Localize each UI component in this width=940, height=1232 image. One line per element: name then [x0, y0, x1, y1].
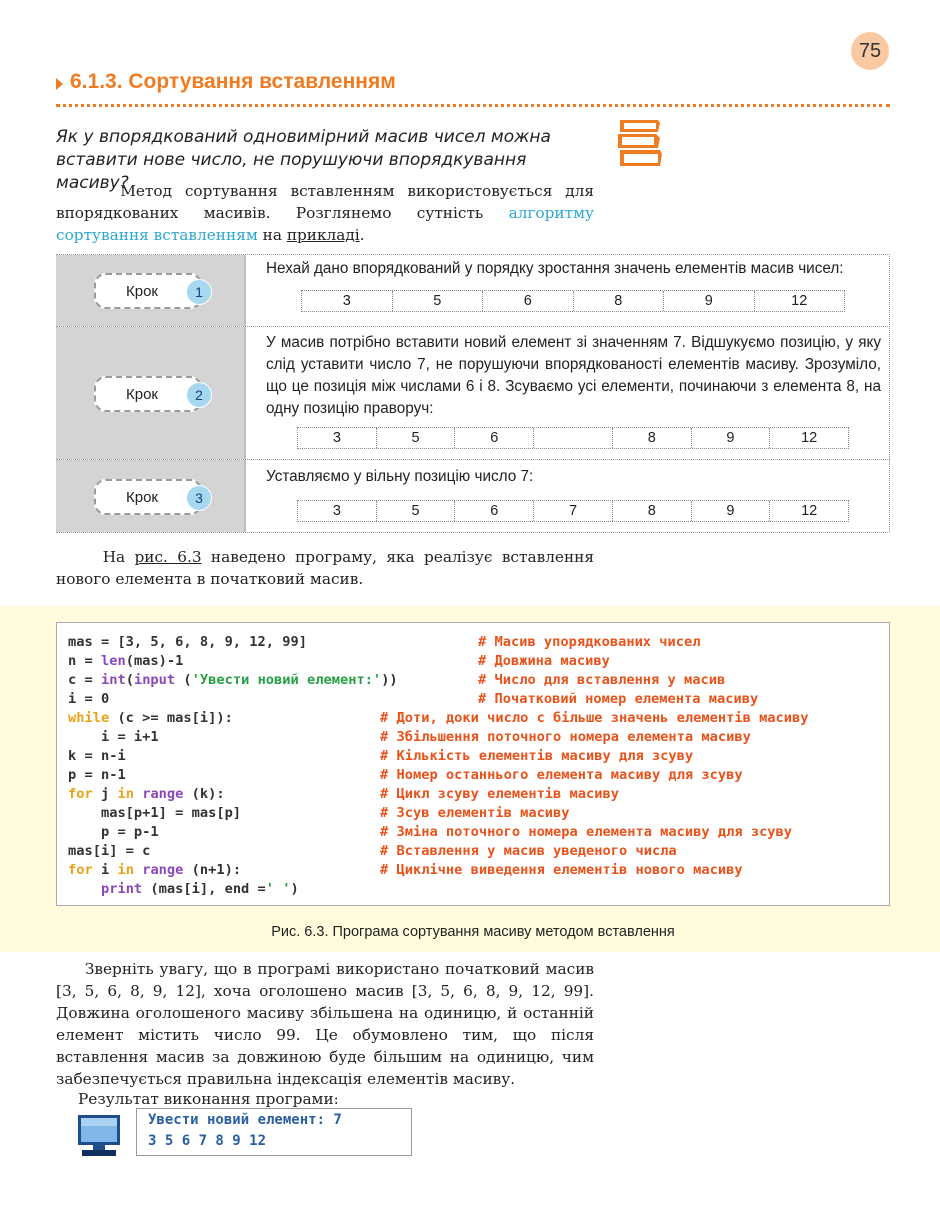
notice-text: Зверніть увагу, що в програмі використано початковий масив [3, 5, 6, 8, 9, 12], хоча оголошено масив [3, 5, 6, 8, 9, 12, 99]. Довжина оголошеного масиву збільшена на одиницю, й останній елемент містить число 99. Це обумовлено тим, що після вставлення масив за довжиною буде більшим на одиницю, чим забезпечується правильна індексація елементів масиву.	[56, 960, 594, 1088]
array-cell: 9	[692, 501, 771, 521]
figure-caption: Рис. 6.3. Програма сортування масиву методом вставлення	[271, 924, 675, 940]
code-token: int	[100, 672, 126, 688]
code-comment: # Масив упорядкованих чисел	[478, 634, 701, 650]
code-comment: # Номер останнього елемента масиву для зсуву	[380, 767, 743, 783]
code-token: i = 0	[68, 691, 110, 707]
array-cell: 8	[613, 428, 692, 448]
code-token: mas[i] = c	[68, 843, 151, 859]
array-cell: 12	[801, 503, 818, 519]
code-comment: # Циклічне виведення елементів нового масиву	[380, 862, 743, 878]
code-token: i = i+1	[68, 729, 159, 745]
code-token: )	[290, 881, 299, 897]
array-cell: 3	[298, 428, 377, 448]
code-token: for	[68, 786, 93, 802]
code-token: print	[100, 881, 143, 897]
code-token	[68, 881, 101, 897]
program-intro-paragraph	[56, 546, 594, 590]
section-divider	[56, 104, 890, 107]
code-token: p = n-1	[68, 767, 126, 783]
code-comment: # Доти, доки число c більше значень елементів масиву	[380, 710, 809, 726]
section-title: 6.1.3. Сортування вставленням	[70, 70, 396, 93]
array-cell: 7	[534, 501, 613, 521]
code-comment: # Зсув елементів масиву	[380, 805, 570, 821]
array-cell: 6	[455, 501, 534, 521]
array-cell: 3	[302, 291, 393, 311]
step-3-text: Уставляємо у вільну позицію число 7:	[266, 468, 534, 485]
code-line	[68, 861, 241, 880]
step-3-number: 3	[186, 485, 212, 511]
code-line	[68, 671, 398, 690]
code-token	[134, 862, 142, 878]
code-token: i	[92, 862, 118, 878]
code-line	[68, 880, 299, 899]
step-3-array	[297, 500, 849, 522]
code-token: len	[100, 653, 126, 669]
code-comment: # Довжина масиву	[478, 653, 610, 669]
step-2-array	[297, 427, 849, 449]
array-cell: 5	[393, 291, 484, 311]
array-cell: 6	[455, 428, 534, 448]
code-comment: # Збільшення поточного номера елемента масиву	[380, 729, 751, 745]
code-token: (mas[i], end =	[142, 881, 266, 897]
intro-paragraph	[56, 180, 594, 246]
output-line-1: Увести новий елемент: 7	[148, 1112, 342, 1128]
array-cell: 8	[574, 291, 665, 311]
algorithm-link[interactable]: алгоритму сортування вставленням	[56, 204, 594, 244]
array-cell: 8	[613, 501, 692, 521]
program-intro-text: На	[102, 548, 135, 566]
step-1-text: Нехай дано впорядкований у порядку зростання значень елементів масив чисел:	[266, 260, 844, 277]
code-token: range	[142, 786, 184, 802]
code-comment: # Кількість елементів масиву для зсуву	[380, 748, 694, 764]
example-link[interactable]: прикладі	[286, 226, 360, 244]
code-token: 'Увести новий елемент:'	[191, 672, 382, 688]
array-cell: 5	[377, 501, 456, 521]
array-cell: 5	[377, 428, 456, 448]
output-line-2: 3 5 6 7 8 9 12	[148, 1133, 267, 1149]
step-divider	[56, 326, 890, 327]
code-token: c =	[68, 672, 101, 688]
array-cell	[534, 428, 613, 448]
intro-text: .	[359, 226, 365, 244]
code-line	[68, 652, 183, 671]
question-text: Як у впорядкований одновимірний масив чисел можна вставити нове число, не порушуючи впорядкування масиву?	[56, 127, 551, 193]
code-line	[68, 728, 159, 747]
code-token: ' '	[265, 881, 291, 897]
code-token: n =	[68, 653, 101, 669]
code-line	[68, 785, 225, 804]
step-2-number: 2	[186, 382, 212, 408]
code-token: mas[p+1] = mas[p]	[68, 805, 242, 821]
section-arrow-icon	[56, 78, 63, 90]
code-token: (	[125, 672, 134, 688]
step-label-text: Крок	[126, 385, 158, 403]
notice-paragraph	[56, 958, 594, 1090]
array-cell: 3	[298, 501, 377, 521]
code-token: (n+1):	[183, 862, 242, 878]
program-intro-text: наведено програму, яка реалізує вставлення нового елемента в початковий масив.	[56, 548, 595, 588]
array-cell: 12	[791, 293, 808, 309]
code-comment: # Цикл зсуву елементів масиву	[380, 786, 619, 802]
code-token: in	[117, 862, 134, 878]
step-divider	[56, 459, 890, 460]
code-token: j	[92, 786, 118, 802]
books-icon	[614, 118, 666, 168]
figure-link[interactable]: рис. 6.3	[134, 548, 202, 566]
code-token: in	[117, 786, 134, 802]
code-line	[68, 747, 126, 766]
code-comment: # Зміна поточного номера елемента масиву для зсуву	[380, 824, 793, 840]
code-line	[68, 804, 241, 823]
code-token: ))	[381, 672, 398, 688]
code-line	[68, 690, 109, 709]
code-line	[68, 823, 159, 842]
code-token: p = p-1	[68, 824, 159, 840]
step-label-text: Крок	[126, 282, 158, 300]
array-cell: 6	[483, 291, 574, 311]
result-label: Результат виконання програми:	[78, 1090, 339, 1108]
code-token	[134, 786, 142, 802]
code-token: (c >= mas[i]):	[109, 710, 233, 726]
step-1-array	[301, 290, 845, 312]
code-line	[68, 633, 307, 652]
code-line	[68, 766, 126, 785]
monitor-icon	[76, 1112, 122, 1158]
code-token: (mas)-1	[125, 653, 184, 669]
array-cell: 12	[801, 430, 818, 446]
code-comment: # Число для вставлення у масив	[478, 672, 726, 688]
code-token: range	[142, 862, 184, 878]
intro-text: Метод сортування вставленням використовується для впорядкованих масивів. Розглянемо сутність	[56, 182, 595, 222]
code-comment: # Початковий номер елемента масиву	[478, 691, 759, 707]
step-2-text: У масив потрібно вставити новий елемент зі значенням 7. Відшукуємо позицію, у яку слід уставити число 7, не порушуючи впорядкованості елементів масиву. Зрозуміло, що це позиція між числами 6 і 8. Зсуваємо усі елементи, починаючи з елемента 8, на одну позицію праворуч:	[266, 334, 881, 417]
code-token: while	[68, 710, 110, 726]
code-line	[68, 709, 233, 728]
code-token: k = n-i	[68, 748, 126, 764]
intro-text: на	[257, 226, 287, 244]
code-token: (	[175, 672, 192, 688]
code-token: mas = [3, 5, 6, 8, 9, 12, 99]	[68, 634, 307, 650]
code-comment: # Вставлення у масив уведеного числа	[380, 843, 677, 859]
step-label-text: Крок	[126, 488, 158, 506]
step-1-number: 1	[186, 279, 212, 305]
code-token: (k):	[183, 786, 225, 802]
array-cell: 9	[692, 428, 771, 448]
code-token: input	[133, 672, 176, 688]
array-cell: 9	[664, 291, 755, 311]
code-token: for	[68, 862, 93, 878]
code-line	[68, 842, 150, 861]
page-number: 75	[851, 32, 889, 70]
